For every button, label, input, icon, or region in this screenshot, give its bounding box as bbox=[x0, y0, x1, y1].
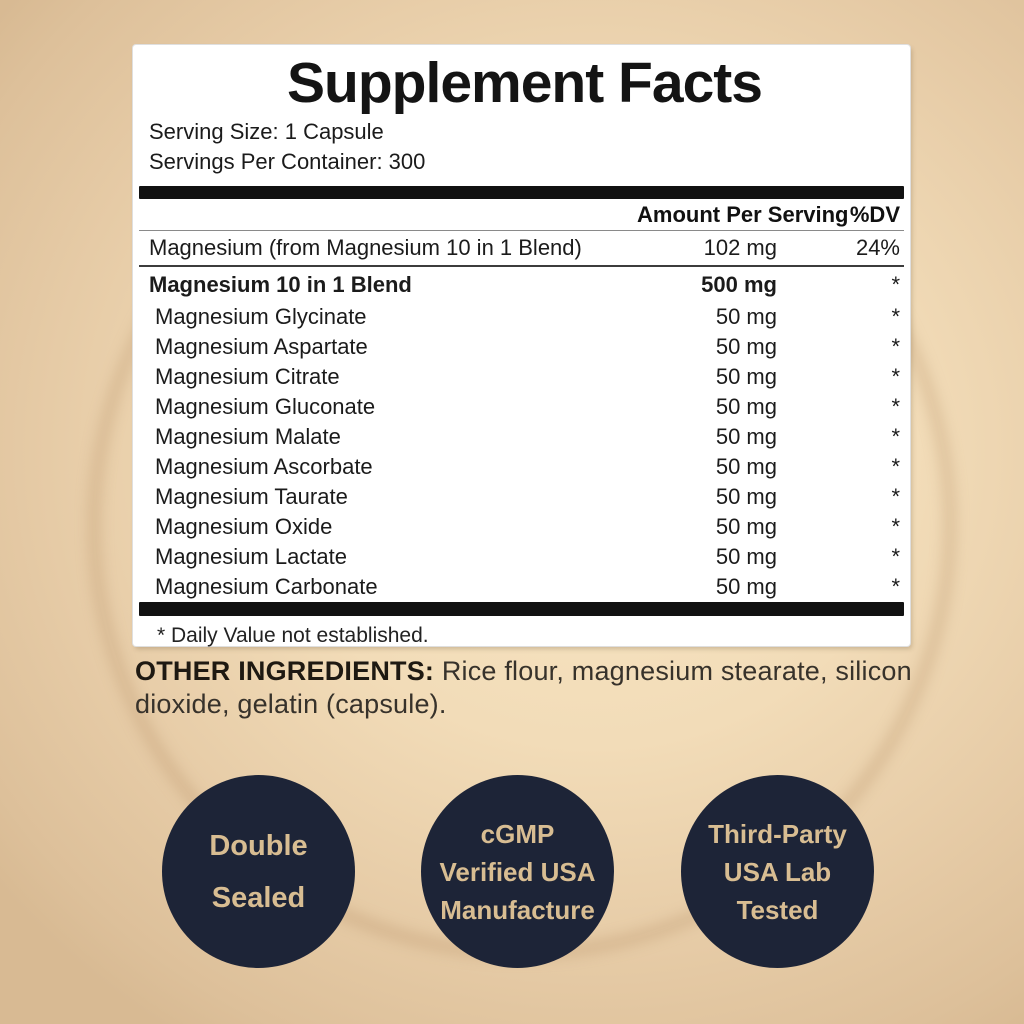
table-row bbox=[149, 512, 900, 542]
table-row bbox=[149, 452, 900, 482]
ingredient-amount: 50 mg bbox=[715, 334, 777, 359]
table-row bbox=[149, 267, 900, 302]
ingredient-amount: 50 mg bbox=[715, 424, 777, 449]
badge-line: cGMP bbox=[480, 818, 555, 849]
badge-line: Manufacture bbox=[440, 894, 595, 925]
badge-line: Double bbox=[209, 829, 308, 862]
ingredient-amount: 102 mg bbox=[703, 235, 777, 260]
ingredient-amount: 50 mg bbox=[715, 514, 777, 539]
ingredient-dv: * bbox=[891, 514, 900, 539]
ingredient-amount: 50 mg bbox=[715, 364, 777, 389]
daily-value-footnote: * Daily Value not established. bbox=[157, 624, 429, 647]
ingredient-name: Magnesium Oxide bbox=[155, 514, 333, 539]
ingredient-dv: * bbox=[891, 484, 900, 509]
ingredient-dv: * bbox=[891, 394, 900, 419]
ingredient-name: Magnesium Aspartate bbox=[155, 334, 368, 359]
ingredient-name: Magnesium (from Magnesium 10 in 1 Blend) bbox=[149, 235, 582, 260]
badge-line: Tested bbox=[736, 894, 819, 925]
other-ingredients-label: OTHER INGREDIENTS: bbox=[135, 656, 435, 686]
ingredient-name: Magnesium Gluconate bbox=[155, 394, 376, 419]
badge-line: Third-Party bbox=[708, 818, 847, 849]
blend-name: Magnesium 10 in 1 Blend bbox=[149, 271, 412, 297]
ingredient-amount: 50 mg bbox=[715, 454, 777, 479]
ingredient-name: Magnesium Ascorbate bbox=[155, 454, 373, 479]
servings-per-container: Servings Per Container: 300 bbox=[149, 149, 426, 174]
thick-divider-top bbox=[139, 186, 904, 199]
table-row bbox=[149, 572, 900, 602]
blend-amount: 500 mg bbox=[701, 271, 777, 297]
ingredient-name: Magnesium Citrate bbox=[155, 364, 340, 389]
table-row bbox=[149, 542, 900, 572]
badge-line: Verified USA bbox=[439, 856, 596, 887]
ingredient-name: Magnesium Glycinate bbox=[155, 304, 367, 329]
ingredient-dv: 24% bbox=[855, 235, 900, 260]
table-row bbox=[149, 362, 900, 392]
badge-double-sealed bbox=[162, 775, 355, 968]
thick-divider-bottom bbox=[139, 602, 904, 616]
other-ingredients bbox=[135, 655, 917, 721]
ingredient-name: Magnesium Lactate bbox=[155, 544, 347, 569]
badge-third-party-tested bbox=[681, 775, 874, 968]
ingredient-dv: * bbox=[891, 304, 900, 329]
other-ingredients-text: Rice flour, magnesium stearate, silicon dioxide, gelatin (capsule). bbox=[135, 656, 912, 719]
ingredient-amount: 50 mg bbox=[715, 394, 777, 419]
supplement-facts-panel bbox=[133, 45, 910, 646]
ingredient-dv: * bbox=[891, 574, 900, 599]
ingredient-dv: * bbox=[891, 454, 900, 479]
table-row bbox=[149, 332, 900, 362]
table-row bbox=[149, 482, 900, 512]
panel-title: Supplement Facts bbox=[287, 51, 762, 115]
table-header-row bbox=[149, 199, 900, 230]
ingredient-amount: 50 mg bbox=[715, 304, 777, 329]
ingredient-name: Magnesium Malate bbox=[155, 424, 341, 449]
header-amount: Amount Per Serving bbox=[637, 201, 849, 227]
badge-line: USA Lab bbox=[723, 856, 832, 887]
ingredient-name: Magnesium Carbonate bbox=[155, 574, 378, 599]
ingredient-dv: * bbox=[891, 334, 900, 359]
badge-cgmp-verified bbox=[421, 775, 614, 968]
table-row bbox=[149, 231, 900, 265]
serving-size: Serving Size: 1 Capsule bbox=[149, 119, 384, 144]
ingredient-dv: * bbox=[891, 364, 900, 389]
table-row bbox=[149, 392, 900, 422]
table-row bbox=[149, 422, 900, 452]
ingredient-dv: * bbox=[891, 424, 900, 449]
ingredient-amount: 50 mg bbox=[715, 484, 777, 509]
header-dv: %DV bbox=[849, 201, 900, 227]
ingredient-name: Magnesium Taurate bbox=[155, 484, 348, 509]
ingredient-dv: * bbox=[891, 544, 900, 569]
table-row bbox=[149, 302, 900, 332]
blend-dv: * bbox=[891, 271, 900, 297]
ingredient-amount: 50 mg bbox=[715, 574, 777, 599]
badge-line: Sealed bbox=[211, 881, 306, 914]
ingredient-amount: 50 mg bbox=[715, 544, 777, 569]
